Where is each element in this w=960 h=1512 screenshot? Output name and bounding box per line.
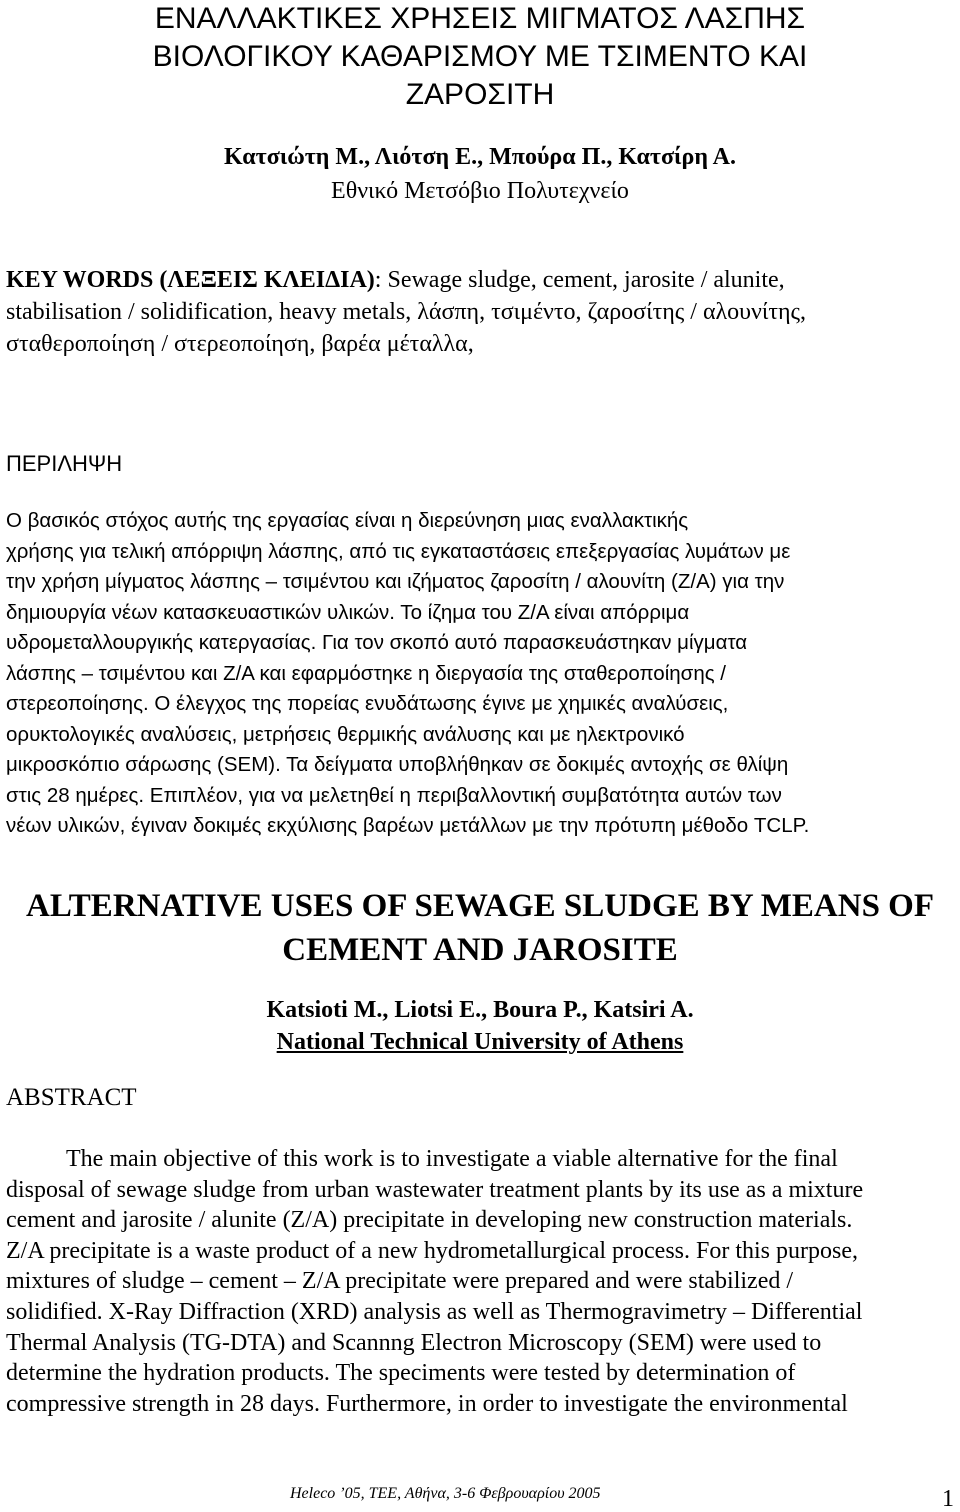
keywords-line: σταθεροποίηση / στερεοποίηση, βαρέα μέταλλα,: [6, 331, 474, 357]
english-institution-line: [0, 1026, 960, 1058]
page-number: 1: [942, 1486, 954, 1512]
greek-abstract-line: την χρήση μίγματος λάσπης – τσιμέντου και ιζήματος ζαροσίτη / αλουνίτη (Ζ/Α) για την: [6, 570, 785, 593]
keywords-label: KEY WORDS (ΛΕΞΕΙΣ ΚΛΕΙΔΙΑ): [6, 267, 375, 293]
english-abstract-line: The main objective of this work is to investigate a viable alternative for the final: [66, 1146, 838, 1172]
greek-title-line: ΖΑΡΟΣΙΤΗ: [405, 78, 555, 111]
greek-abstract-line: χρήσης για τελική απόρριψη λάσπης, από τις εγκαταστάσεις επεξεργασίας λυμάτων με: [6, 539, 791, 563]
greek-authors: Κατσιώτη Μ., Λιότση Ε., Μπούρα Π., Κατσίρη Α.: [224, 144, 736, 170]
keywords-line: stabilisation / solidification, heavy metals, λάσπη, τσιμέντο, ζαροσίτης / αλουνίτης,: [6, 299, 807, 325]
greek-abstract: [6, 506, 960, 842]
abstract-heading: ABSTRACT: [6, 1084, 137, 1111]
keywords-text: : Sewage sludge, cement, jarosite / alunite,: [374, 267, 785, 293]
greek-title-line: ΒΙΟΛΟΓΙΚΟΥ ΚΑΘΑΡΙΣΜΟΥ ΜΕ ΤΣΙΜΕΝΤΟ ΚΑΙ: [152, 40, 808, 73]
english-abstract-line: disposal of sewage sludge from urban wastewater treatment plants by its use as a mixture: [6, 1176, 864, 1203]
english-authors-block: [0, 994, 960, 1058]
english-abstract-line: cement and jarosite / alunite (Z/A) precipitate in developing new construction materials.: [6, 1207, 853, 1234]
greek-abstract-line: μικροσκόπιο σάρωσης (SEM). Τα δείγματα υποβλήθηκαν σε δοκιμές αντοχής σε θλίψη: [6, 753, 789, 776]
footer-conference: Heleco ’05, ΤΕΕ, Αθήνα, 3-6 Φεβρουαρίου 2005: [290, 1485, 601, 1502]
greek-abstract-line: Ο βασικός στόχος αυτής της εργασίας είναι η διερεύνηση μιας εναλλακτικής: [6, 509, 689, 532]
greek-abstract-line: λάσπης – τσιμέντου και Ζ/Α και εφαρμόστηκε η διεργασία της σταθεροποίησης /: [6, 661, 726, 685]
english-abstract-line: solidified. X-Ray Diffraction (XRD) analysis as well as Thermogravimetry – Differential: [6, 1298, 863, 1325]
english-title: [0, 884, 960, 972]
greek-title-line: ΕΝΑΛΛΑΚΤΙΚΕΣ ΧΡΗΣΕΙΣ ΜΙΓΜΑΤΟΣ ΛΑΣΠΗΣ: [154, 2, 806, 35]
english-abstract-line: Thermal Analysis (TG-DTA) and Scannng Electron Microscopy (SEM) were used to: [6, 1329, 822, 1356]
english-abstract-line: determine the hydration products. The speciments were tested by determination of: [6, 1360, 796, 1387]
english-abstract-line: Z/A precipitate is a waste product of a new hydrometallurgical process. For this purpose,: [6, 1237, 858, 1264]
greek-abstract-line: νέων υλικών, έγιναν δοκιμές εκχύλισης βαρέων μετάλλων με την πρότυπη μέθοδο TCLP.: [6, 814, 810, 837]
english-abstract-line: mixtures of sludge – cement – Z/A precipitate were prepared and were stabilized /: [6, 1268, 794, 1295]
perilipsi-heading: ΠΕΡΙΛΗΨΗ: [6, 451, 123, 476]
greek-abstract-line: στις 28 ημέρες. Επιπλέον, για να μελετηθεί η περιβαλλοντική συμβατότητα αυτών των: [6, 783, 782, 807]
english-title-line: ALTERNATIVE USES OF SEWAGE SLUDGE BY MEANS OF: [25, 888, 934, 924]
english-title-line: CEMENT AND JAROSITE: [282, 932, 678, 968]
english-authors: Katsioti M., Liotsi E., Boura P., Katsiri A.: [266, 997, 694, 1023]
greek-abstract-line: ορυκτολογικές αναλύσεις, μετρήσεις θερμικής ανάλυσης και με ηλεκτρονικό: [6, 722, 685, 746]
greek-abstract-line: δημιουργία νέων κατασκευαστικών υλικών. Το ίζημα του Ζ/Α είναι απόρριμα: [6, 600, 690, 624]
greek-abstract-line: υδρομεταλλουργικής κατεργασίας. Για τον σκοπό αυτό παρασκευάστηκαν μίγματα: [6, 631, 748, 654]
greek-institution: Εθνικό Μετσόβιο Πολυτεχνείο: [331, 178, 629, 204]
english-institution: National Technical University of Athens: [276, 1029, 684, 1055]
english-abstract-line: compressive strength in 28 days. Furthermore, in order to investigate the environmental: [6, 1390, 848, 1417]
keywords-line: [6, 264, 956, 296]
english-abstract: [6, 1144, 956, 1419]
keywords-block: [6, 264, 956, 360]
greek-abstract-line: στερεοποίησης. Ο έλεγχος της πορείας ενυδάτωσης έγινε με χημικές αναλύσεις,: [6, 692, 729, 715]
greek-title: [0, 0, 960, 114]
